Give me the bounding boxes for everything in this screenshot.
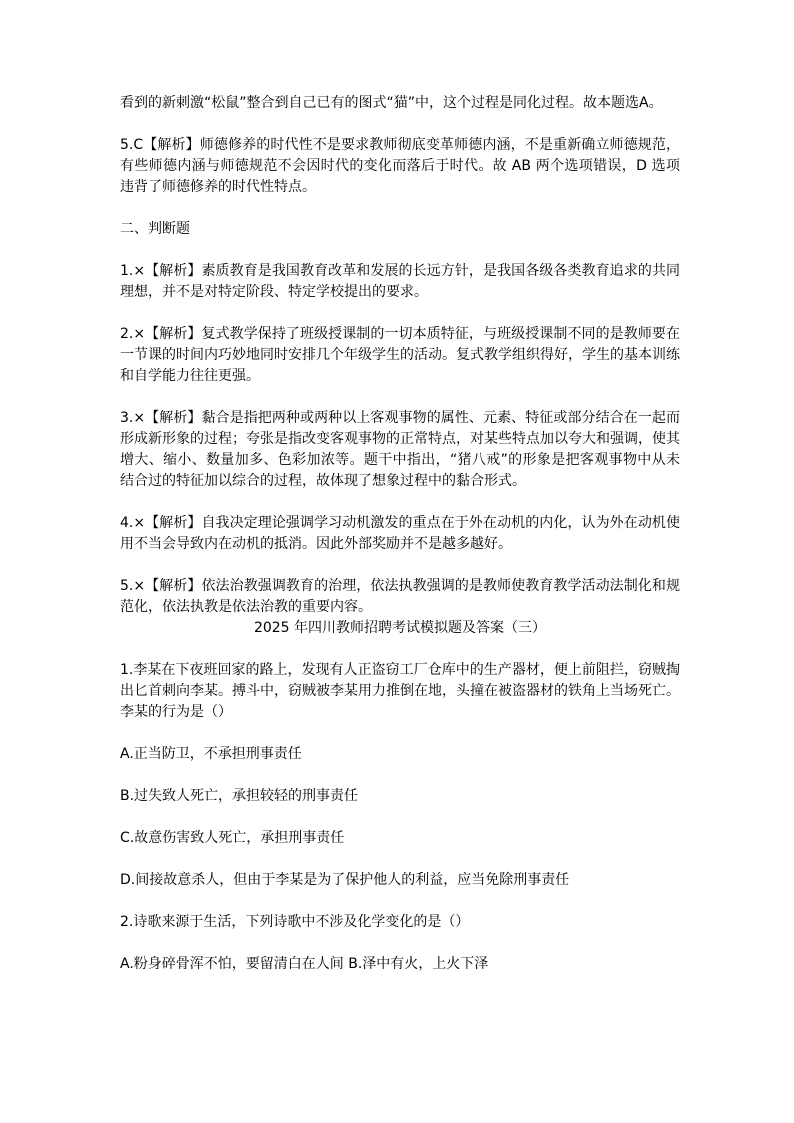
- question-1-option-d: D.间接故意杀人，但由于李某是为了保护他人的利益，应当免除刑事责任: [120, 872, 570, 888]
- question-2-stem: 2.诗歌来源于生活，下列诗歌中不涉及化学变化的是（）: [120, 914, 470, 930]
- paragraph-assimilation-end: 看到的新刺激“松鼠”整合到自己已有的图式“猫”中，这个过程是同化过程。故本题选A。: [120, 95, 663, 111]
- question-2-options-ab: A.粉身碎骨浑不怕，要留清白在人间 B.泽中有火，上火下泽: [120, 956, 489, 972]
- question-1-option-a: A.正当防卫，不承担刑事责任: [120, 746, 302, 762]
- question-1-option-b: B.过失致人死亡，承担较轻的刑事责任: [120, 788, 359, 804]
- question-1-stem: 1.李某在下夜班回家的路上，发现有人正盗窃工厂仓库中的生产器材，便上前阻拦，窃贼掏出匕首刺向李某。搏斗中，窃贼被李某用力推倒在地，头撞在被盗器材的铁角上当场死亡。李某的行为是（）: [120, 662, 680, 720]
- paragraph-answer-5c: 5.C【解析】师德修养的时代性不是要求教师彻底变革师德内涵，不是重新确立师德规范，有些师德内涵与师德规范不会因时代的变化而落后于时代。故 AB 两个选项错误，D 选项违背了师德修养的时代性特点。: [120, 137, 680, 195]
- question-1-option-c: C.故意伤害致人死亡，承担刑事责任: [120, 830, 345, 846]
- paragraph-tf-1: 1.×【解析】素质教育是我国教育改革和发展的长远方针，是我国各级各类教育追求的共同理想，并不是对特定阶段、特定学校提出的要求。: [120, 263, 680, 300]
- section-heading-true-false: 二、判断题: [120, 221, 190, 237]
- document-body: [120, 93, 680, 996]
- paragraph-tf-4: 4.×【解析】自我决定理论强调学习动机激发的重点在于外在动机的内化，认为外在动机使用不当会导致内在动机的抵消。因此外部奖励并不是越多越好。: [120, 515, 680, 552]
- paragraph-tf-2: 2.×【解析】复式教学保持了班级授课制的一切本质特征，与班级授课制不同的是教师要在一节课的时间内巧妙地同时安排几个年级学生的活动。复式教学组织得好，学生的基本训练和自学能力往往更强。: [120, 326, 680, 384]
- section-title: 2025 年四川教师招聘考试模拟题及答案（三）: [253, 620, 547, 636]
- paragraph-tf-5: 5.×【解析】依法治教强调教育的治理，依法执教强调的是教师使教育教学活动法制化和规范化，依法执教是依法治教的重要内容。: [120, 578, 680, 615]
- paragraph-tf-3: 3.×【解析】黏合是指把两种或两种以上客观事物的属性、元素、特征或部分结合在一起而形成新形象的过程；夸张是指改变客观事物的正常特点，对某些特点加以夸大和强调，使其增大、缩小、数量加多、色彩加浓等。题干中指出，“猪八戒”的形象是把客观事物中从未结合过的特征加以综合的过程，故体现了想象过程中的黏合形式。: [120, 410, 680, 489]
